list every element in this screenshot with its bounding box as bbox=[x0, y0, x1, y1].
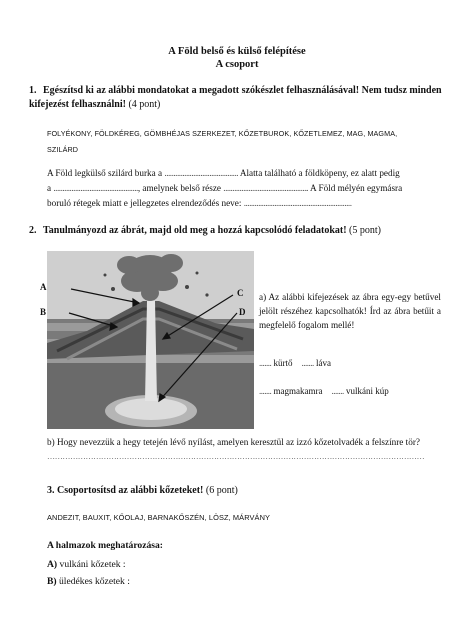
q2-part-b-answer-line[interactable]: ………………………………………………………………………………………………………………………………… bbox=[47, 452, 425, 461]
question-1-points: (4 pont) bbox=[128, 99, 161, 110]
term-lava: láva bbox=[316, 358, 331, 368]
question-2-points: (5 pont) bbox=[349, 225, 381, 236]
volcano-conduit bbox=[145, 301, 157, 401]
q1-wordbank-line2: SZILÁRD bbox=[47, 145, 79, 154]
q3-wordbank: ANDEZIT, BAUXIT, KŐOLAJ, BARNAKŐSZÉN, LÖSZ, MÁRVÁNY bbox=[47, 513, 271, 522]
question-2-text: Tanulmányozd az ábrát, majd old meg a hozzá kapcsolódó feladatokat! bbox=[43, 225, 347, 236]
q2-part-b-question: b) Hogy nevezzük a hegy tetején lévő nyílást, amelyen keresztül az izzó kőzetolvadék a felszínre tör? bbox=[47, 437, 420, 447]
question-3-points: (6 pont) bbox=[205, 485, 238, 496]
q1-text-2b: , amelynek belső része bbox=[137, 183, 221, 193]
question-2 bbox=[29, 224, 449, 238]
term-blank-kurto[interactable]: ....... bbox=[259, 358, 272, 368]
page-title: A Föld belső és külső felépítése bbox=[168, 46, 306, 57]
question-2-number: 2. bbox=[29, 225, 37, 236]
q2-part-a-instructions: a) Az alábbi kifejezések az ábra egy-egy betűvel jelölt részéhez kapcsolhatók! Írd az ábra betűit a megfelelő fogalom mellé! bbox=[259, 292, 441, 330]
q1-line1 bbox=[47, 166, 447, 181]
group-b-letter: B) bbox=[47, 576, 57, 587]
group-a-text: vulkáni kőzetek : bbox=[59, 559, 126, 570]
figure-label-b: B bbox=[40, 307, 47, 317]
q1-text-1b: Alatta található a földköpeny, ez alatt pedig bbox=[239, 168, 400, 178]
q1-blank-4[interactable]: ............................................................ bbox=[243, 198, 352, 208]
q1-blank-3[interactable]: .............................................. bbox=[223, 183, 306, 193]
q1-line2: a ..............................................., amelynek belső része ............................................... A Föld mélyén egymásra bbox=[47, 183, 403, 193]
term-blank-magmakamra[interactable]: ....... bbox=[259, 386, 272, 396]
q1-text-2c: A Föld mélyén egymásra bbox=[310, 183, 403, 193]
q1-text-3a: boruló rétegek miatt e jellegzetes elrendeződés neve: bbox=[47, 198, 242, 208]
groups-heading: A halmazok meghatározása: bbox=[47, 540, 164, 551]
group-b bbox=[47, 576, 130, 587]
question-1 bbox=[29, 84, 449, 112]
q1-blank-1[interactable]: ......................................... bbox=[164, 168, 239, 178]
question-3-text: Csoportosítsd az alábbi kőzeteket! bbox=[57, 485, 204, 496]
q1-text-2a: a bbox=[47, 183, 52, 193]
figure-label-c: C bbox=[237, 288, 244, 298]
figure-label-a: A bbox=[40, 282, 47, 292]
figure-label-d: D bbox=[239, 307, 246, 317]
question-1-text: Egészítsd ki az alábbi mondatokat a megadott szókészlet felhasználásával! Nem tudsz minden kifejezést felhasználni! bbox=[29, 85, 442, 110]
question-1-number: 1. bbox=[29, 85, 37, 96]
q1-text-1a: A Föld legkülső szilárd burka a bbox=[47, 168, 163, 178]
question-3 bbox=[47, 484, 447, 498]
page-subtitle: A csoport bbox=[215, 59, 259, 70]
term-magmakamra: magmakamra bbox=[273, 386, 323, 396]
group-a bbox=[47, 559, 126, 570]
group-a-letter: A) bbox=[47, 559, 58, 570]
question-3-number: 3. bbox=[47, 485, 55, 496]
term-blank-lava[interactable]: ....... bbox=[301, 358, 314, 368]
term-kurto: kürtő bbox=[273, 358, 293, 368]
q1-wordbank-line1: FOLYÉKONY, FÖLDKÉREG, GÖMBHÉJAS SZERKEZET, KŐZETBUROK, KŐZETLEMEZ, MAG, MAGMA, bbox=[47, 129, 398, 138]
term-row-1 bbox=[259, 356, 331, 370]
q1-blank-2[interactable]: ............................................... bbox=[53, 183, 138, 193]
term-row-2 bbox=[259, 384, 389, 398]
q1-line3 bbox=[47, 196, 447, 211]
group-b-text: üledékes kőzetek : bbox=[59, 576, 130, 587]
q1-fill-in-paragraph bbox=[47, 166, 447, 211]
volcano-cross-section-figure bbox=[47, 251, 254, 429]
term-vulkani-kup: vulkáni kúp bbox=[345, 386, 389, 396]
term-blank-vulkani-kup[interactable]: ....... bbox=[331, 386, 344, 396]
